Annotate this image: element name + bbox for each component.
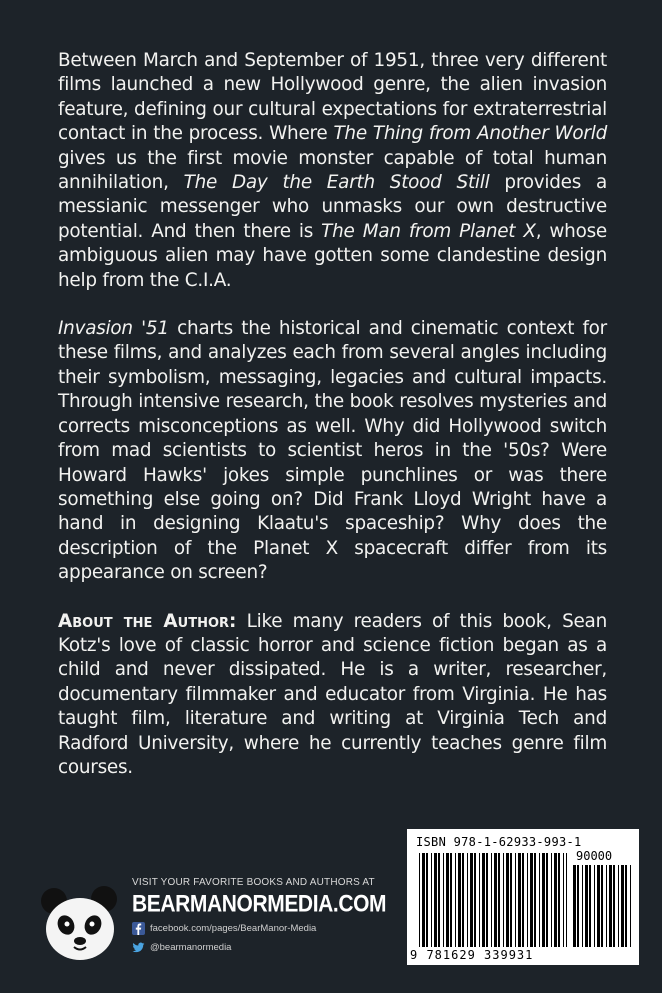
facebook-icon <box>132 922 145 935</box>
barcode-bars <box>407 829 639 965</box>
isbn-number: ISBN 978-1-62933-993-1 <box>416 835 582 849</box>
barcode-bar <box>606 865 607 947</box>
twitter-bird-icon <box>132 941 145 954</box>
barcode-bar <box>613 865 615 947</box>
barcode-bar <box>510 853 512 947</box>
barcode-bar <box>539 853 540 947</box>
publisher-block <box>38 877 387 977</box>
about-author-heading: About the Author: <box>58 610 237 632</box>
barcode-bar <box>609 865 612 947</box>
barcode-bar <box>554 853 557 947</box>
blurb-paragraph-summary: Invasion '51 charts the historical and cinematic context for these films, and analyzes each from several angles including their symbolism, messaging, legacies and cultural impacts. Through intensive research, the book resolves mysteries and corrects misconceptions as well. Why did Hollywood switch from mad scientists to scientist heros in the '50s? Were Howard Hawks' jokes simple punchlines or was there something else going on? Did Frank Lloyd Wright have a hand in designing Klaatu's spaceship? Why does the description of the Planet X spacecraft differ from its appearance on screen? <box>58 318 607 584</box>
barcode-bar <box>558 853 560 947</box>
film-title-man-from-planet-x: The Man from Planet X <box>321 220 536 242</box>
barcode-bar <box>446 853 449 947</box>
barcode-bar <box>577 865 579 947</box>
barcode-bar <box>431 853 432 947</box>
barcode-bar <box>542 853 545 947</box>
barcode-bar <box>630 865 631 947</box>
panda-bear-logo-icon <box>38 883 122 967</box>
barcode-bar <box>601 865 603 947</box>
barcode-bar <box>434 853 437 947</box>
barcode-bar <box>618 865 619 947</box>
barcode-bar <box>522 853 524 947</box>
barcode-bar <box>506 853 509 947</box>
barcode-bar <box>530 853 533 947</box>
barcode-bar <box>494 853 497 947</box>
isbn-barcode <box>407 829 639 965</box>
barcode-bar <box>482 853 485 947</box>
barcode-bar <box>594 865 595 947</box>
visit-tagline: VISIT YOUR FAVORITE BOOKS AND AUTHORS AT <box>132 877 375 888</box>
twitter-link[interactable]: @bearmanormedia <box>132 939 382 955</box>
price-code: 90000 <box>576 849 613 863</box>
barcode-bar <box>518 853 521 947</box>
back-cover-blurb <box>58 49 607 780</box>
barcode-bar <box>479 853 480 947</box>
barcode-bar <box>462 853 464 947</box>
barcode-bar <box>585 865 588 947</box>
barcode-bar <box>546 853 548 947</box>
barcode-bar <box>589 865 591 947</box>
barcode-bar <box>582 865 583 947</box>
barcode-bar <box>443 853 444 947</box>
barcode-bar <box>563 853 564 947</box>
publisher-text <box>132 877 387 955</box>
barcode-bar <box>621 865 624 947</box>
barcode-bar <box>597 865 600 947</box>
barcode-bar <box>486 853 488 947</box>
barcode-bar <box>419 853 420 947</box>
barcode-bar <box>503 853 504 947</box>
ean-digits: 9 781629 339931 <box>410 948 534 962</box>
barcode-bar <box>450 853 452 947</box>
barcode-bar <box>498 853 500 947</box>
barcode-bar <box>426 853 428 947</box>
barcode-bar <box>573 865 576 947</box>
publisher-website[interactable]: BEARMANORMEDIA.COM <box>132 891 387 918</box>
barcode-bar <box>438 853 440 947</box>
film-title-the-thing: The Thing from Another World <box>333 123 607 145</box>
film-title-day-earth-stood-still: The Day the Earth Stood Still <box>183 172 490 194</box>
barcode-bar <box>467 853 468 947</box>
barcode-bar <box>527 853 528 947</box>
barcode-bar <box>534 853 536 947</box>
barcode-bar <box>566 853 567 947</box>
barcode-bar <box>625 865 627 947</box>
barcode-bar <box>470 853 473 947</box>
barcode-bar <box>458 853 461 947</box>
book-title: Invasion '51 <box>58 318 169 340</box>
barcode-bar <box>551 853 552 947</box>
barcode-bar <box>422 853 425 947</box>
barcode-bar <box>515 853 516 947</box>
barcode-bar <box>491 853 492 947</box>
blurb-paragraph-author: About the Author: Like many readers of this book, Sean Kotz's love of classic horror and science fiction began as a child and never dissipated. He is a writer, researcher, documentary filmmaker and educator from Virginia. He has taught film, literature and writing at Virginia Tech and Radford University, where he currently teaches genre film courses. <box>58 610 607 778</box>
barcode-bar <box>474 853 476 947</box>
facebook-link[interactable]: facebook.com/pages/BearManor-Media <box>132 920 382 936</box>
barcode-bar <box>455 853 456 947</box>
blurb-paragraph-intro: Between March and September of 1951, three very different films launched a new Hollywood genre, the alien invasion feature, defining our cultural expectations for extraterrestrial contact in the process. Where The Thing from Another World gives us the first movie monster capable of total human annihilation, The Day the Earth Stood Still provides a messianic messenger who unmasks our own destructive potential. And then there is The Man from Planet X, whose ambiguous alien may have gotten some clandestine design help from the C.I.A. <box>58 50 608 291</box>
